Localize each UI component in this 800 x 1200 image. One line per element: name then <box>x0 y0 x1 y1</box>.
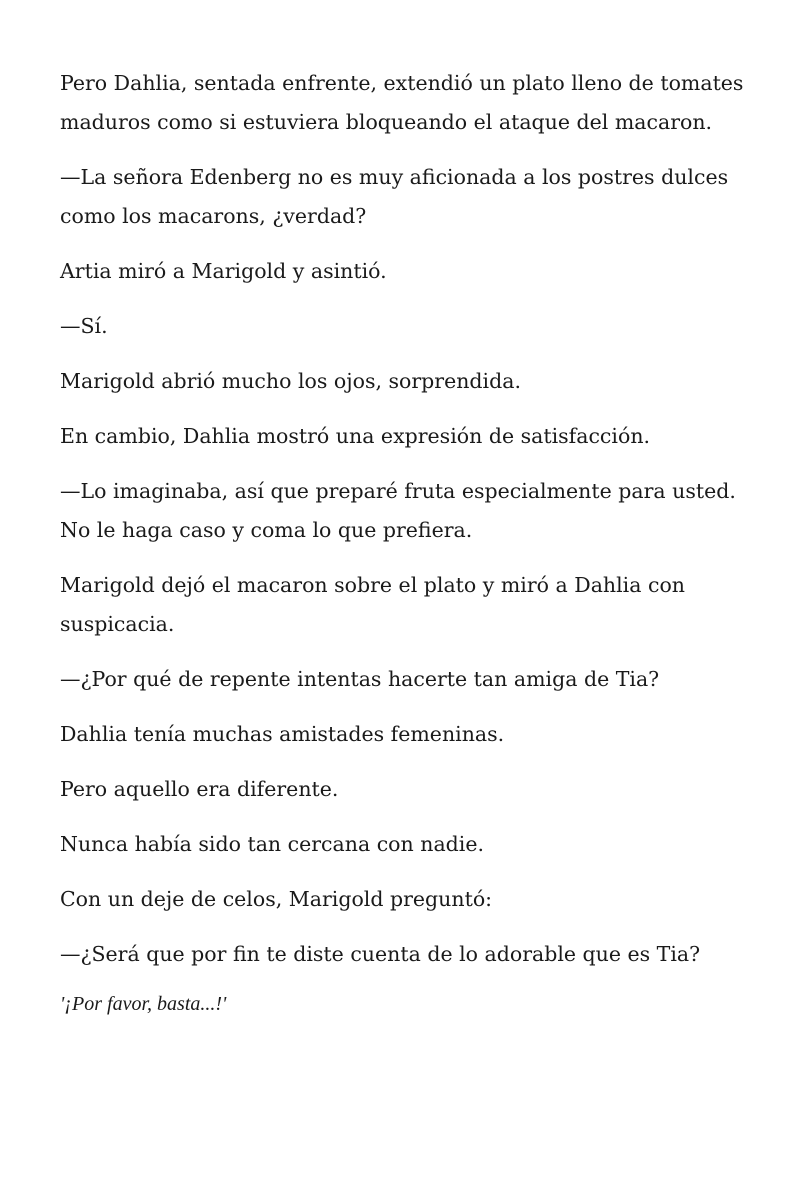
paragraph-1: Pero Dahlia, sentada enfrente, extendió un plato lleno de tomates maduros como si estuviera bloqueando el ataque del macaron. <box>60 71 744 134</box>
paragraph-8: Marigold dejó el macaron sobre el plato y miró a Dahlia con suspicacia. <box>60 573 685 636</box>
paragraph-12: Nunca había sido tan cercana con nadie. <box>60 832 484 856</box>
paragraph-6: En cambio, Dahlia mostró una expresión de satisfacción. <box>60 424 651 448</box>
paragraph-5: Marigold abrió mucho los ojos, sorprendida. <box>60 369 521 393</box>
paragraph-4: —Sí. <box>60 314 108 338</box>
paragraph-13: Con un deje de celos, Marigold preguntó: <box>60 887 493 911</box>
paragraph-9: —¿Por qué de repente intentas hacerte tan amiga de Tia? <box>60 667 660 691</box>
paragraph-10: Dahlia tenía muchas amistades femeninas. <box>60 722 505 746</box>
paragraph-7: —Lo imaginaba, así que preparé fruta especialmente para usted. No le haga caso y coma lo que prefiera. <box>60 479 736 542</box>
paragraph-3: Artia miró a Marigold y asintió. <box>60 259 387 283</box>
paragraph-14: —¿Será que por fin te diste cuenta de lo adorable que es Tia? <box>60 942 701 966</box>
inner-thought: '¡Por favor, basta...!' <box>60 993 227 1015</box>
paragraph-2: —La señora Edenberg no es muy aficionada a los postres dulces como los macarons, ¿verdad? <box>60 165 729 228</box>
reading-pane <box>60 64 750 1018</box>
paragraph-11: Pero aquello era diferente. <box>60 777 339 801</box>
